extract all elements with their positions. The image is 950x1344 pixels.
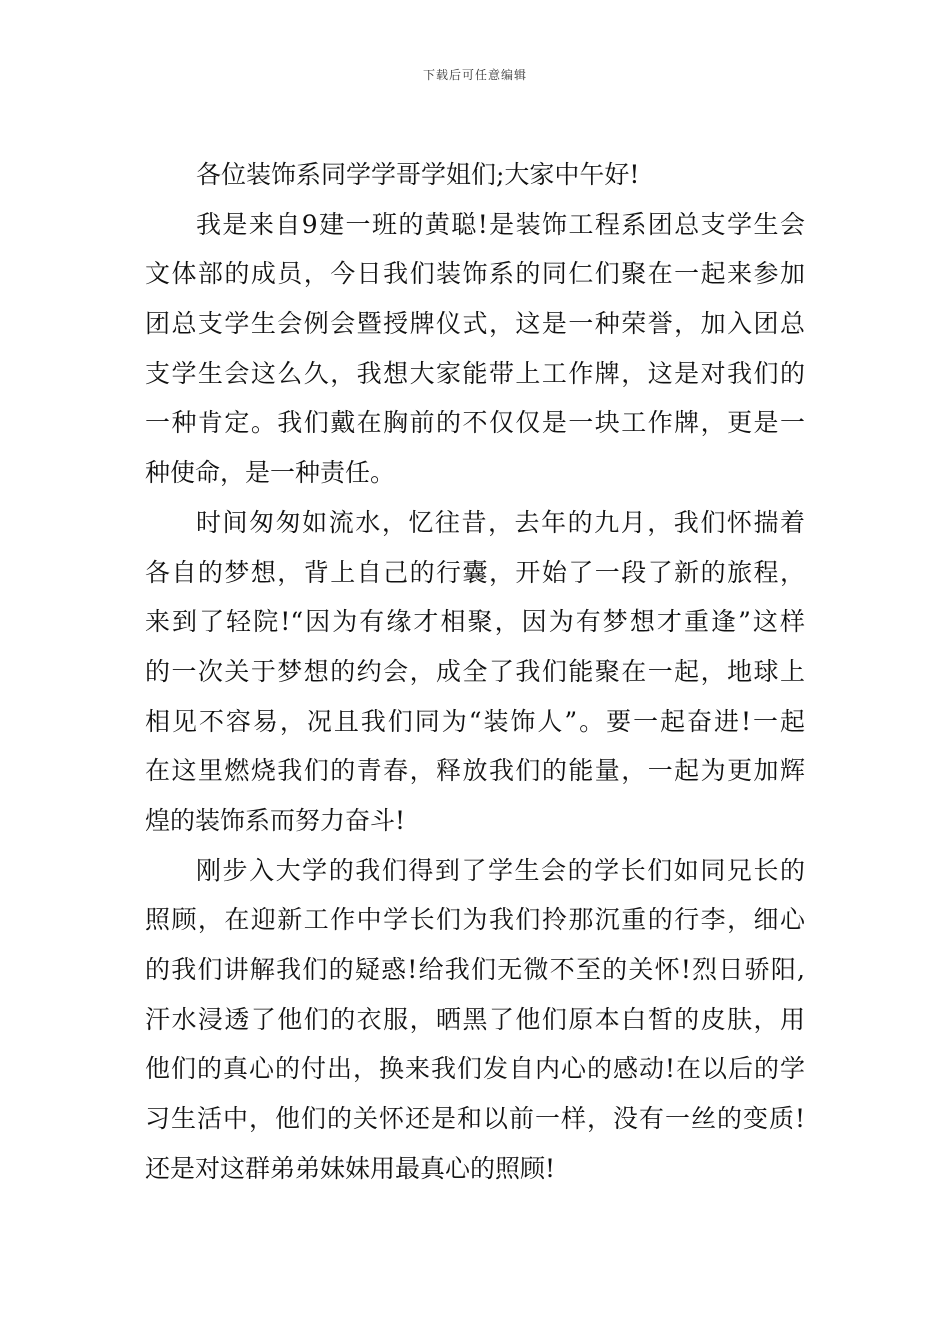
paragraph-line: 我是来自9建一班的黄聪!是装饰工程系团总支学生会: [196, 209, 805, 239]
paragraph-line: 还是对这群弟弟妹妹用最真心的照顾!: [145, 1153, 556, 1183]
paragraph-line: 各自的梦想，背上自己的行囊，开始了一段了新的旅程，: [145, 557, 805, 587]
paragraph-line: 习生活中，他们的关怀还是和以前一样，没有一丝的变质!: [145, 1104, 805, 1134]
page-header-note: 下载后可任意编辑: [422, 68, 527, 82]
paragraph-line: 一种肯定。我们戴在胸前的不仅仅是一块工作牌，更是一: [145, 408, 805, 438]
paragraph-line: 照顾，在迎新工作中学长们为我们拎那沉重的行李，细心: [145, 905, 805, 935]
paragraph-line: 在这里燃烧我们的青春，释放我们的能量，一起为更加辉: [145, 756, 805, 786]
paragraph-line: 团总支学生会例会暨授牌仪式，这是一种荣誉，加入团总: [145, 309, 805, 339]
paragraph-line: 汗水浸透了他们的衣服，晒黑了他们原本白皙的皮肤，用: [145, 1004, 805, 1034]
paragraph-line: 的我们讲解我们的疑惑!给我们无微不至的关怀!烈日骄阳,: [145, 955, 805, 984]
paragraph-line: 支学生会这么久，我想大家能带上工作牌，这是对我们的: [145, 358, 805, 388]
paragraph-line: 相见不容易，况且我们同为“装饰人”。要一起奋进!一起: [145, 706, 805, 736]
paragraph-line: 种使命，是一种责任。: [145, 458, 396, 488]
paragraph-line: 各位装饰系同学学哥学姐们;大家中午好!: [196, 160, 640, 189]
paragraph-line: 刚步入大学的我们得到了学生会的学长们如同兄长的: [196, 855, 805, 885]
paragraph-line: 他们的真心的付出，换来我们发自内心的感动!在以后的学: [145, 1054, 805, 1084]
paragraph-line: 时间匆匆如流水，忆往昔，去年的九月，我们怀揣着: [196, 507, 805, 537]
document-body: [145, 150, 805, 1193]
paragraph-line: 来到了轻院!“因为有缘才相聚，因为有梦想才重逢”这样: [145, 607, 805, 637]
paragraph-line: 文体部的成员，今日我们装饰系的同仁们聚在一起来参加: [145, 259, 805, 289]
paragraph-line: 的一次关于梦想的约会，成全了我们能聚在一起，地球上: [145, 656, 805, 686]
paragraph-line: 煌的装饰系而努力奋斗!: [145, 805, 406, 835]
